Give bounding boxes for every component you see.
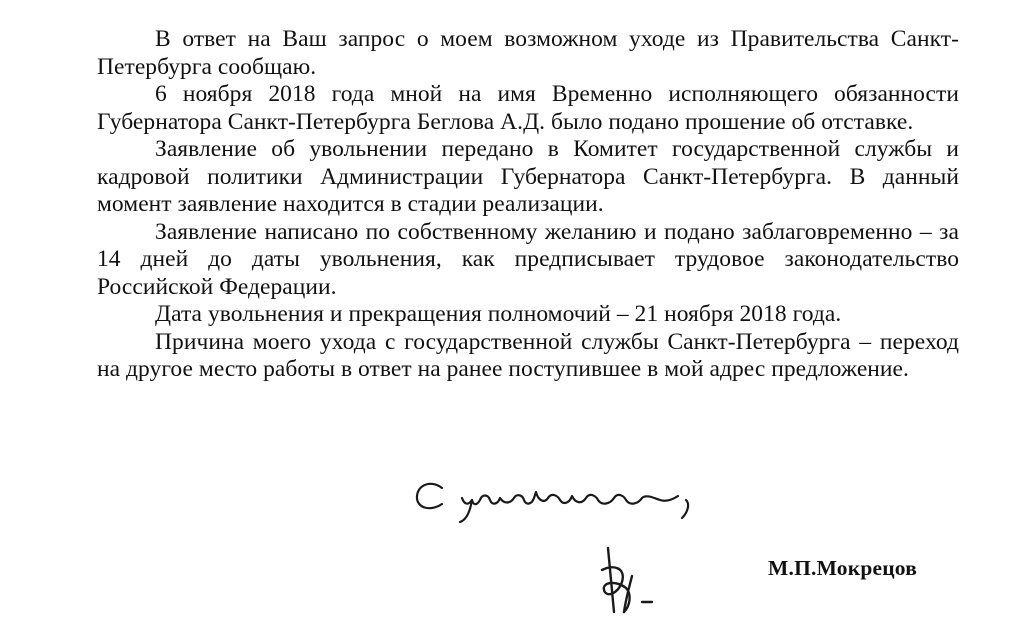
signature — [596, 540, 666, 630]
paragraph-5: Дата увольнения и прекращения полномочий – 21 ноября 2018 года. — [155, 301, 842, 327]
letter-body — [97, 26, 959, 384]
paragraph-3: Заявление об увольнении передано в Комитет государственной службы и кадровой политики Администрации Губернатора Санкт-Петербурга. В данный момент заявление находится в стадии реализации. — [97, 136, 959, 217]
handwritten-closing — [410, 470, 700, 530]
signer-name: М.П.Мокрецов — [768, 556, 918, 580]
paragraph-4: Заявление написано по собственному желанию и подано заблаговременно – за 14 дней до даты увольнения, как предписывает трудовое законодательство Российской Федерации. — [97, 218, 959, 300]
paragraph-1: В ответ на Ваш запрос о моем возможном уходе из Правительства Санкт-Петербурга сообщаю. — [97, 26, 959, 80]
paragraph-6: Причина моего ухода с государственной службы Санкт-Петербурга – переход на другое место работы в ответ на ранее поступившее в мой адрес предложение. — [97, 328, 959, 382]
paragraph-2: 6 ноября 2018 года мной на имя Временно исполняющего обязанности Губернатора Санкт-Петербурга Беглова А.Д. было подано прошение об отставке. — [97, 81, 959, 135]
